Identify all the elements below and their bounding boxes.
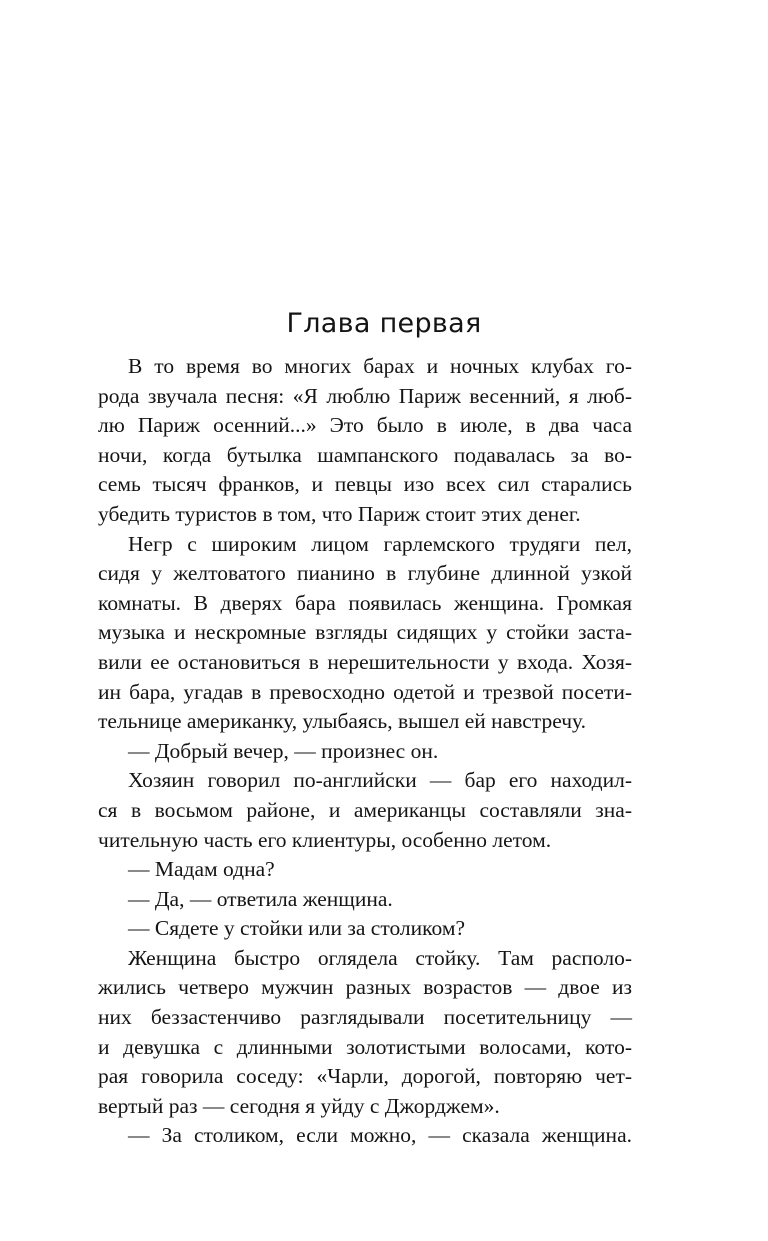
text-line: Хозяин говорил по-английски — бар его находил-: [128, 768, 632, 793]
text-line: сидя у желтоватого пианино в глубине длинной узкой: [98, 561, 632, 586]
text-line: вили ее остановиться в нерешительности у входа. Хозя-: [98, 649, 632, 674]
text-line: музыка и нескромные взгляды сидящих у стойки заста-: [98, 620, 632, 645]
text-line: семь тысяч франков, и певцы изо всех сил старались: [98, 472, 632, 497]
text-line: В то время во многих барах и ночных клубах го-: [128, 354, 632, 378]
text-line: вертый раз — сегодня я уйду с Джорджем».: [98, 1093, 500, 1118]
text-line: чительную часть его клиентуры, особенно летом.: [98, 827, 552, 852]
text-line: ин бара, угадав в превосходно одетой и трезвой посети-: [98, 679, 632, 704]
chapter-body: [98, 352, 632, 1151]
text-line: Негр с широким лицом гарлемского трудяги пел,: [128, 531, 632, 556]
text-line: убедить туристов в том, что Париж стоит этих денег.: [98, 501, 581, 526]
text-line: рая говорила соседу: «Чарли, дорогой, повторяю чет-: [98, 1064, 632, 1089]
text-line: них беззастенчиво разглядывали посетительницу —: [98, 1005, 632, 1030]
text-line: тельнице американку, улыбаясь, вышел ей навстречу.: [98, 709, 587, 734]
dialogue-line: — Да, — ответила женщина.: [128, 886, 393, 911]
dialogue-line: — Сядете у стойки или за столиком?: [128, 916, 465, 941]
chapter-title: Глава первая: [286, 308, 482, 339]
text-line: лю Париж осенний...» Это было в июле, в два часа: [98, 413, 632, 438]
dialogue-line: — Добрый вечер, — произнес он.: [128, 738, 439, 763]
text-line: ся в восьмом районе, и американцы составляли зна-: [98, 797, 632, 822]
text-line: и девушка с длинными золотистыми волосами, кото-: [98, 1034, 632, 1059]
text-line: рода звучала песня: «Я люблю Париж весенний, я люб-: [98, 383, 632, 408]
dialogue-line: — Мадам одна?: [128, 857, 275, 882]
text-line: комнаты. В дверях бара появилась женщина. Громкая: [98, 590, 632, 615]
text-line: Женщина быстро оглядела стойку. Там располо-: [128, 945, 632, 970]
dialogue-line: — За столиком, если можно, — сказала женщина.: [128, 1123, 632, 1148]
text-line: жились четверо мужчин разных возрастов — двое из: [98, 975, 632, 1000]
text-line: ночи, когда бутылка шампанского подавалась за во-: [98, 442, 632, 467]
